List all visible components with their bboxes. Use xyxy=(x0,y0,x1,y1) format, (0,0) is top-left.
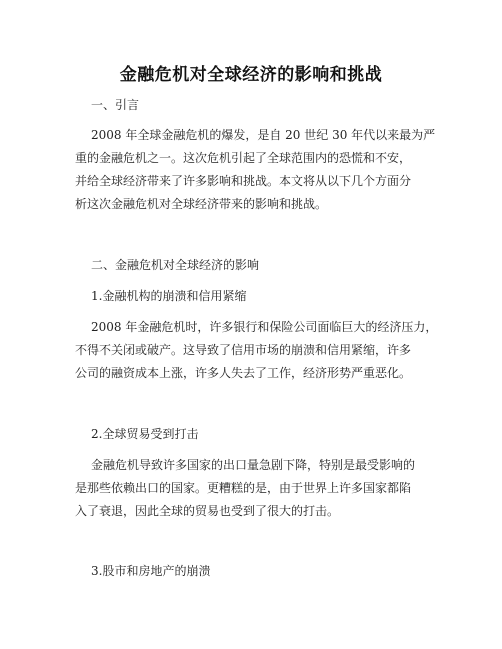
document-title: 金融危机对全球经济的影响和挑战 xyxy=(119,65,383,85)
global-trade-paragraph-line-2: 是那些依赖出口的国家。更糟糕的是，由于世界上许多国家都陷 xyxy=(75,481,412,495)
section-heading-impact: 二、金融危机对全球经济的影响 xyxy=(91,258,260,272)
intro-paragraph-line-4: 析这次金融危机对全球经济带来的影响和挑战。 xyxy=(75,197,328,211)
financial-institutions-paragraph-line-1: 2008 年金融危机时，许多银行和保险公司面临巨大的经济压力， xyxy=(91,320,438,334)
financial-institutions-paragraph-line-2: 不得不关闭或破产。这导致了信用市场的崩溃和信用紧缩，许多 xyxy=(75,343,412,357)
subsection-heading-global-trade: 2.全球贸易受到打击 xyxy=(91,427,199,441)
subsection-heading-financial-institutions: 1.金融机构的崩溃和信用紧缩 xyxy=(91,289,247,303)
global-trade-paragraph-line-1: 金融危机导致许多国家的出口量急剧下降，特别是最受影响的 xyxy=(91,458,416,472)
financial-institutions-paragraph-line-3: 公司的融资成本上涨，许多人失去了工作，经济形势严重恶化。 xyxy=(75,366,412,380)
intro-paragraph-line-1: 2008 年全球金融危机的爆发，是自 20 世纪 30 年代以来最为严 xyxy=(91,128,436,142)
intro-paragraph-line-2: 重的金融危机之一。这次危机引起了全球范围内的恐慌和不安， xyxy=(75,151,412,165)
subsection-heading-stock-and-real-estate: 3.股市和房地产的崩溃 xyxy=(91,564,211,578)
global-trade-paragraph-line-3: 入了衰退，因此全球的贸易也受到了很大的打击。 xyxy=(75,504,340,518)
section-heading-introduction: 一、引言 xyxy=(91,98,140,112)
intro-paragraph-line-3: 并给全球经济带来了许多影响和挑战。本文将从以下几个方面分 xyxy=(75,174,412,188)
